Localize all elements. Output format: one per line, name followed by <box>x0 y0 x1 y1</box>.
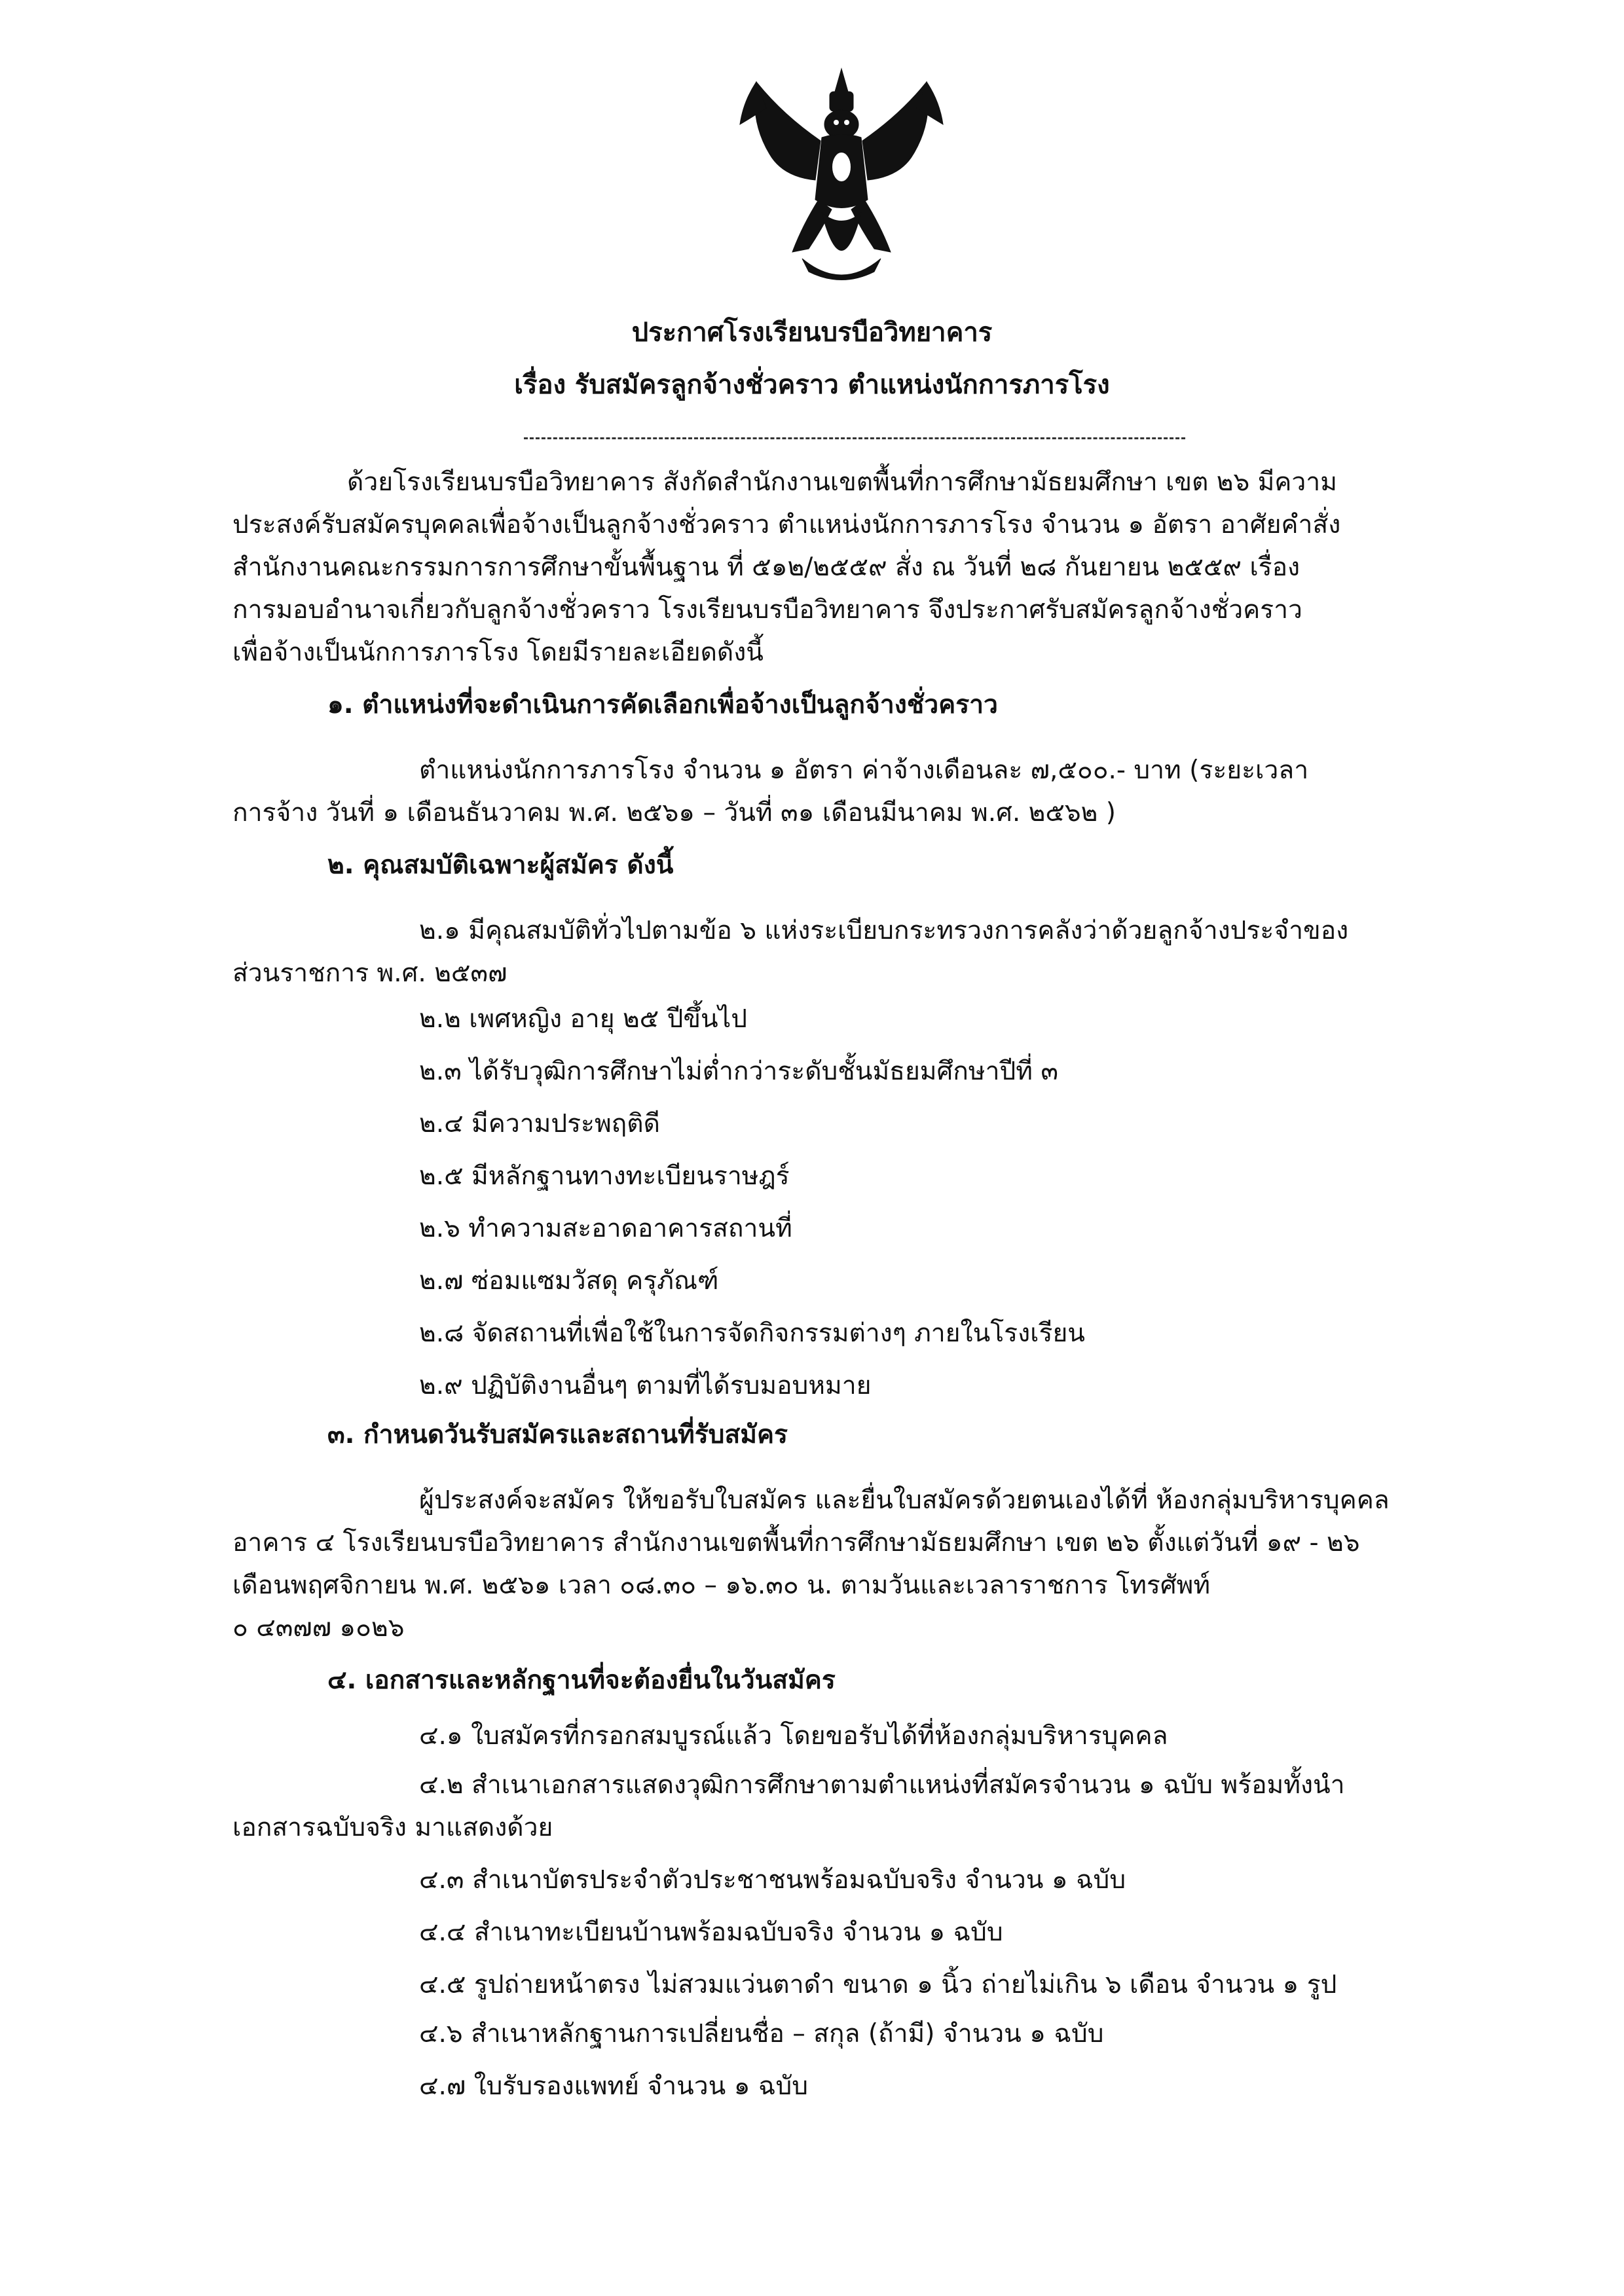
section-2-item: ๒.๒ เพศหญิง อายุ ๒๕ ปีขึ้นไป <box>419 1004 748 1034</box>
section-2-item: ส่วนราชการ พ.ศ. ๒๕๓๗ <box>232 958 507 988</box>
section-3-line: เดือนพฤศจิกายน พ.ศ. ๒๕๖๑ เวลา ๐๘.๓๐ – ๑๖.๓๐ น. ตามวันและเวลาราชการ โทรศัพท์ <box>232 1571 1211 1600</box>
intro-line: สำนักงานคณะกรรมการการศึกษาขั้นพื้นฐาน ที่ ๕๑๒/๒๕๕๙ สั่ง ณ วันที่ ๒๘ กันยายน ๒๕๕๙ เรื่อง <box>232 553 1301 582</box>
section-4-item: ๔.๖ สำเนาหลักฐานการเปลี่ยนชื่อ – สกุล (ถ้ามี) จำนวน ๑ ฉบับ <box>419 2019 1104 2049</box>
section-2-item: ๒.๑ มีคุณสมบัติทั่วไปตามข้อ ๖ แห่งระเบียบกระทรวงการคลังว่าด้วยลูกจ้างประจำของ <box>419 916 1349 945</box>
title-separator <box>524 437 1185 439</box>
intro-line: เพื่อจ้างเป็นนักการภารโรง โดยมีรายละเอียดดังนี้ <box>232 638 764 667</box>
section-2-heading: ๒. คุณสมบัติเฉพาะผู้สมัคร ดังนี้ <box>327 850 674 880</box>
section-1-heading: ๑. ตำแหน่งที่จะดำเนินการคัดเลือกเพื่อจ้างเป็นลูกจ้างชั่วคราว <box>327 690 998 720</box>
section-3-line: อาคาร ๔ โรงเรียนบรบือวิทยาคาร สำนักงานเขตพื้นที่การศึกษามัธยมศึกษา เขต ๒๖ ตั้งแต่วันที่ ๑๙ - ๒๖ <box>232 1528 1360 1558</box>
announcement-subject: เรื่อง รับสมัครลูกจ้างชั่วคราว ตำแหน่งนักการภารโรง <box>514 370 1110 400</box>
garuda-emblem-icon <box>730 62 953 291</box>
section-4-heading: ๔. เอกสารและหลักฐานที่จะต้องยื่นในวันสมัคร <box>327 1666 836 1695</box>
section-2-item: ๒.๙ ปฏิบัติงานอื่นๆ ตามที่ได้รบมอบหมาย <box>419 1371 872 1400</box>
section-4-item: ๔.๑ ใบสมัครที่กรอกสมบูรณ์แล้ว โดยขอรับได้ที่ห้องกลุ่มบริหารบุคคล <box>419 1721 1168 1751</box>
intro-line: ประสงค์รับสมัครบุคคลเพื่อจ้างเป็นลูกจ้างชั่วคราว ตำแหน่งนักการภารโรง จำนวน ๑ อัตรา อาศัยคำสั่ง <box>232 510 1341 539</box>
section-3-heading: ๓. กำหนดวันรับสมัครและสถานที่รับสมัคร <box>327 1420 788 1449</box>
section-2-item: ๒.๖ ทำความสะอาดอาคารสถานที่ <box>419 1214 792 1243</box>
section-4-item: ๔.๒ สำเนาเอกสารแสดงวุฒิการศึกษาตามตำแหน่งที่สมัครจำนวน ๑ ฉบับ พร้อมทั้งนำ <box>419 1770 1345 1800</box>
section-2-item: ๒.๘ จัดสถานที่เพื่อใช้ในการจัดกิจกรรมต่างๆ ภายในโรงเรียน <box>419 1319 1085 1348</box>
section-2-item: ๒.๔ มีความประพฤติดี <box>419 1109 660 1139</box>
section-2-item: ๒.๗ ซ่อมแซมวัสดุ ครุภัณฑ์ <box>419 1266 719 1296</box>
intro-line: ด้วยโรงเรียนบรบือวิทยาคาร สังกัดสำนักงานเขตพื้นที่การศึกษามัธยมศึกษา เขต ๒๖ มีความ <box>347 467 1337 497</box>
section-1-line: ตำแหน่งนักการภารโรง จำนวน ๑ อัตรา ค่าจ้างเดือนละ ๗,๕๐๐.- บาท (ระยะเวลา <box>419 756 1309 785</box>
section-3-line: ๐ ๔๓๗๗ ๑๐๒๖ <box>232 1613 405 1643</box>
section-3-line: ผู้ประสงค์จะสมัคร ให้ขอรับใบสมัคร และยื่นใบสมัครด้วยตนเองได้ที่ ห้องกลุ่มบริหารบุคคล <box>419 1485 1390 1515</box>
announcement-title: ประกาศโรงเรียนบรบือวิทยาคาร <box>631 318 993 348</box>
section-4-item: ๔.๗ ใบรับรองแพทย์ จำนวน ๑ ฉบับ <box>419 2071 808 2101</box>
section-4-item: เอกสารฉบับจริง มาแสดงด้วย <box>232 1813 553 1842</box>
section-4-item: ๔.๓ สำเนาบัตรประจำตัวประชาชนพร้อมฉบับจริง จำนวน ๑ ฉบับ <box>419 1865 1126 1895</box>
section-2-item: ๒.๓ ได้รับวุฒิการศึกษาไม่ต่ำกว่าระดับชั้นมัธยมศึกษาปีที่ ๓ <box>419 1057 1059 1086</box>
section-4-item: ๔.๔ สำเนาทะเบียนบ้านพร้อมฉบับจริง จำนวน ๑ ฉบับ <box>419 1918 1003 1947</box>
section-4-item: ๔.๕ รูปถ่ายหน้าตรง ไม่สวมแว่นตาดำ ขนาด ๑ นิ้ว ถ่ายไม่เกิน ๖ เดือน จำนวน ๑ รูป <box>419 1970 1337 1999</box>
section-2-item: ๒.๕ มีหลักฐานทางทะเบียนราษฎร์ <box>419 1161 790 1191</box>
intro-line: การมอบอำนาจเกี่ยวกับลูกจ้างชั่วคราว โรงเรียนบรบือวิทยาคาร จึงประกาศรับสมัครลูกจ้างชั่วคราว <box>232 595 1302 625</box>
section-1-line: การจ้าง วันที่ ๑ เดือนธันวาคม พ.ศ. ๒๕๖๑ – วันที่ ๓๑ เดือนมีนาคม พ.ศ. ๒๕๖๒ ) <box>232 798 1116 828</box>
